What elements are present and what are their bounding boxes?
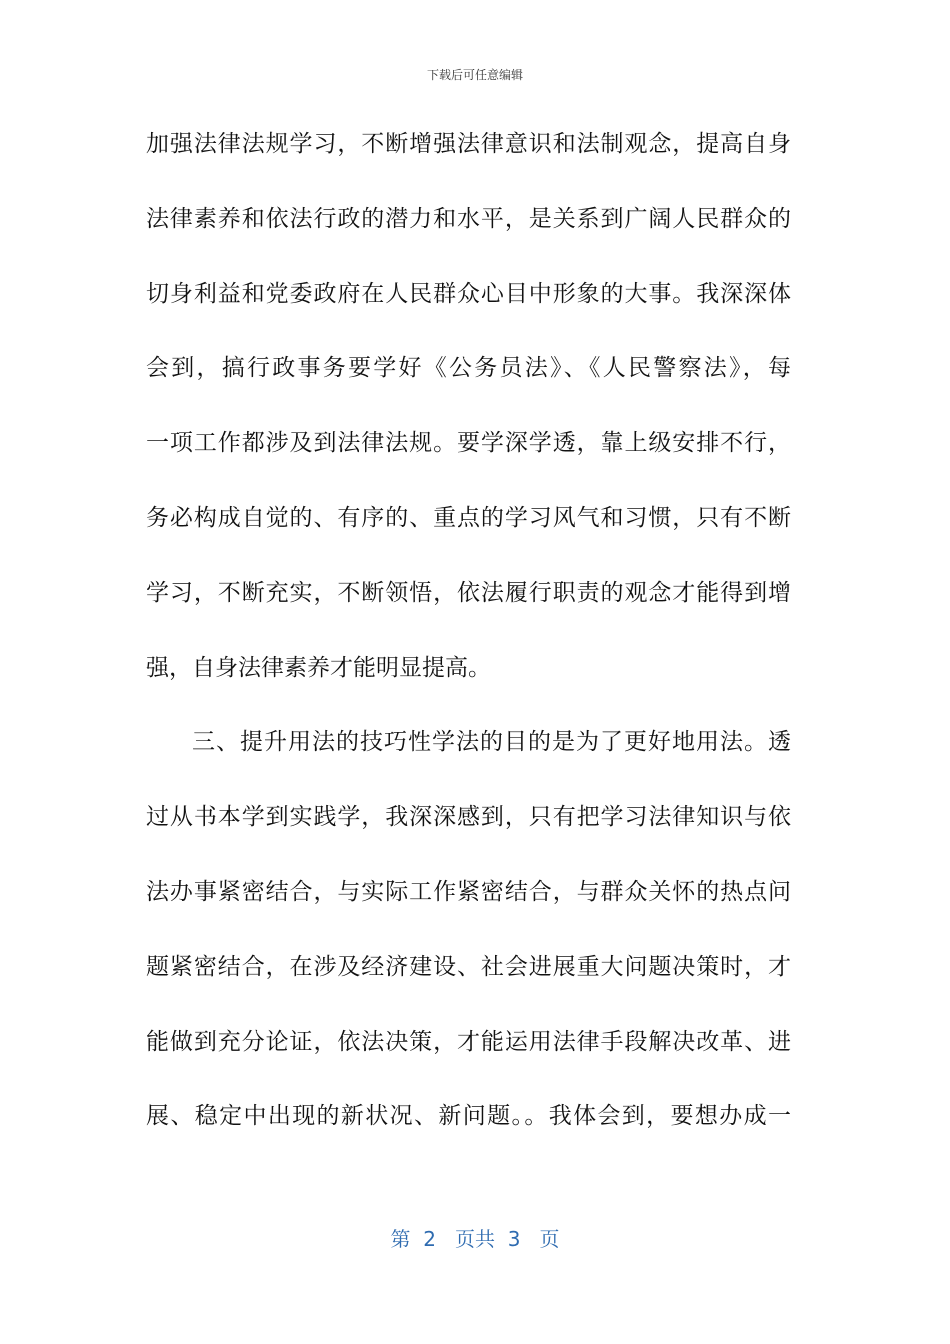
text-line-2: 法律素养和依法行政的潜力和水平，是关系到广阔人民群众的 (146, 205, 791, 232)
text-line-8: 强，自身法律素养才能明显提高。 (146, 654, 491, 681)
text-line-14: 展、稳定中出现的新状况、新问题。。我体会到，要想办成一 (146, 1103, 791, 1130)
text-line-9: 三、提升用法的技巧性学法的目的是为了更好地用法。透 (192, 729, 791, 756)
text-line-5: 一项工作都涉及到法律法规。要学深学透，靠上级安排不行， (146, 430, 791, 457)
header-note: 下载后可任意编辑 (426, 68, 523, 82)
text-line-11: 法办事紧密结合，与实际工作紧密结合，与群众关怀的热点问 (146, 878, 791, 905)
text-line-13: 能做到充分论证，依法决策，才能运用法律手段解决改革、进 (146, 1028, 791, 1055)
text-line-7: 学习，不断充实，不断领悟，依法履行职责的观念才能得到增 (146, 579, 791, 606)
text-line-10: 过从书本学到实践学，我深深感到，只有把学习法律知识与依 (146, 804, 791, 831)
text-line-4: 会到，搞行政事务要学好《公务员法》、《人民警察法》，每 (146, 355, 791, 382)
document-body (146, 127, 791, 1174)
page-number: 第 2 页共 3 页 (390, 1227, 560, 1251)
text-line-6: 务必构成自觉的、有序的、重点的学习风气和习惯，只有不断 (146, 504, 791, 531)
text-line-3: 切身利益和党委政府在人民群众心目中形象的大事。我深深体 (146, 280, 791, 307)
text-line-12: 题紧密结合，在涉及经济建设、社会进展重大问题决策时，才 (146, 953, 791, 980)
text-line-1: 加强法律法规学习，不断增强法律意识和法制观念，提高自身 (146, 131, 791, 157)
